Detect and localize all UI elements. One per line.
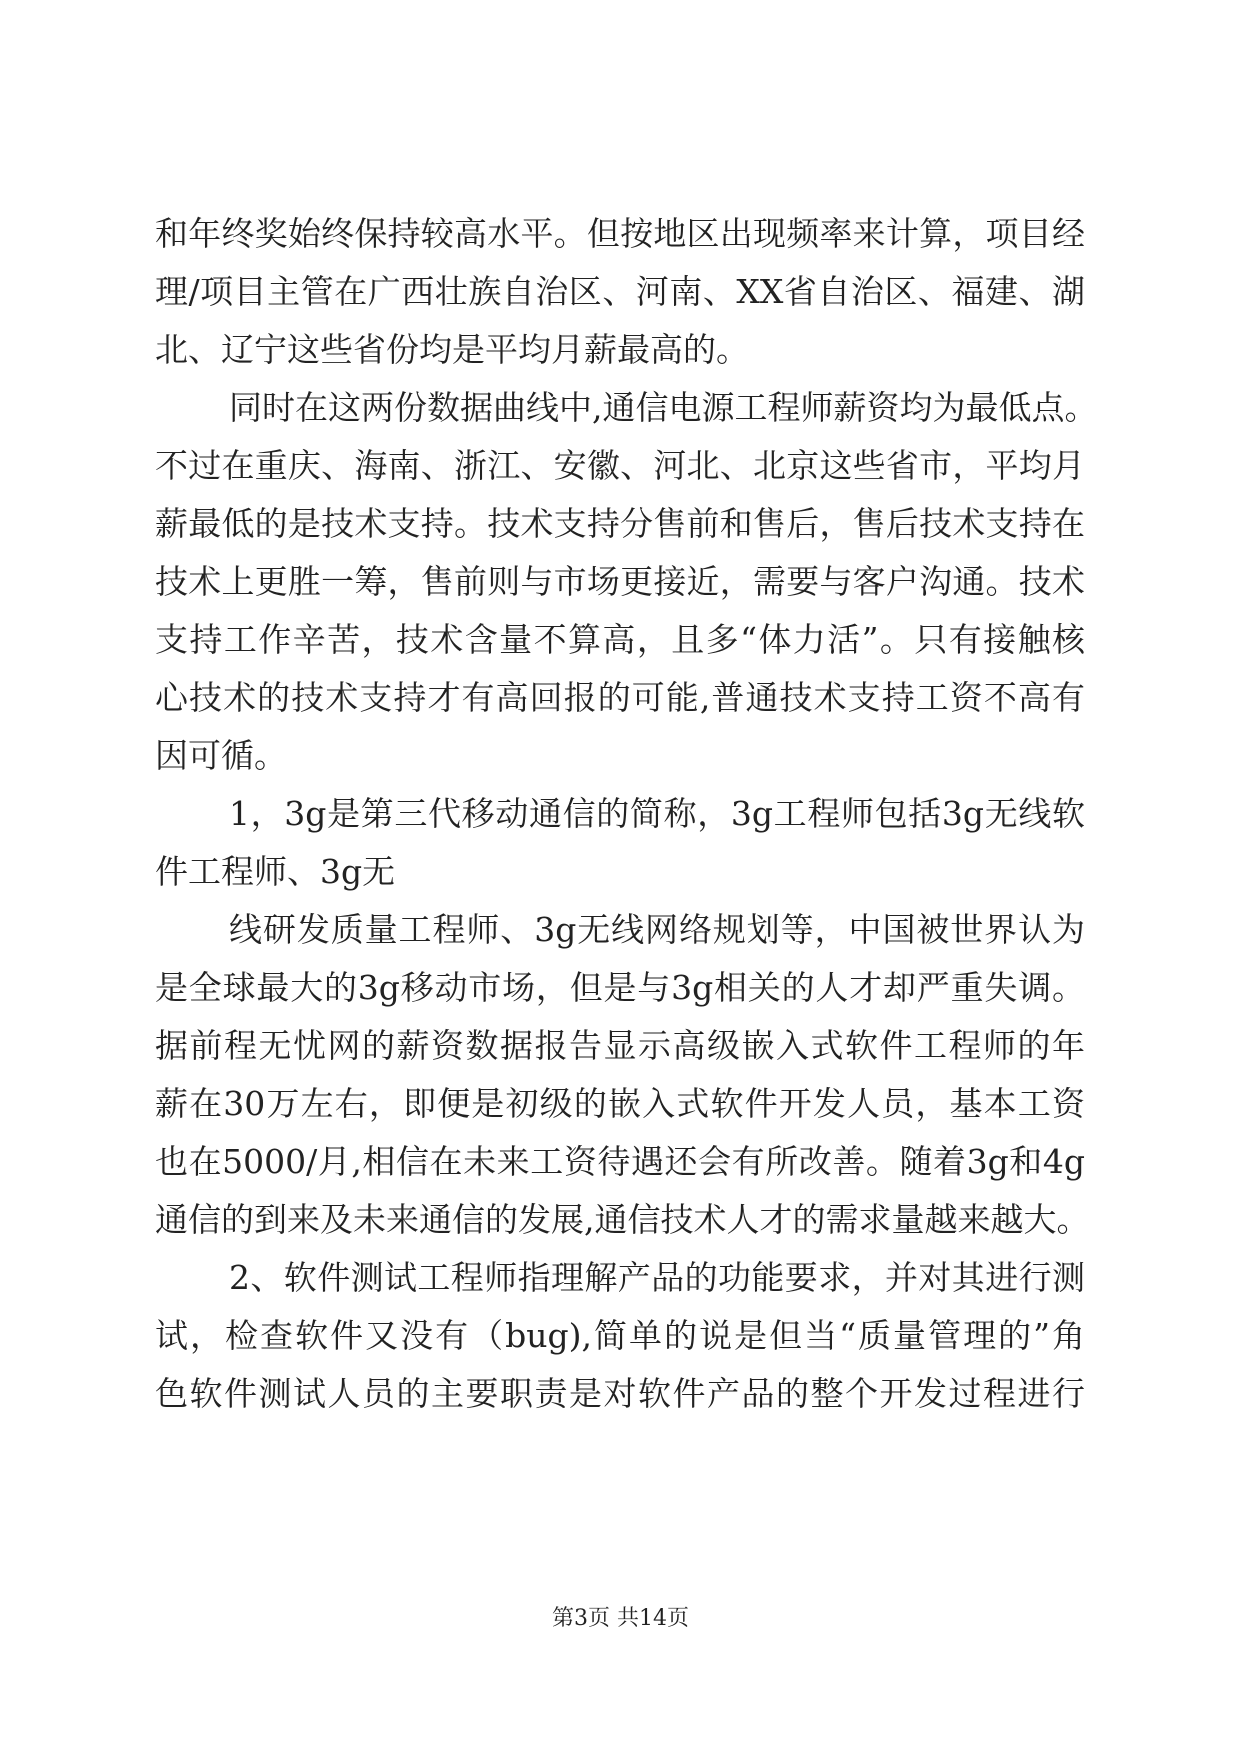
text-line-5: 不过在重庆、海南、浙江、安徽、河北、北京这些省市，平均月 xyxy=(155,446,1085,485)
text-line-6: 薪最低的是技术支持。技术支持分售前和售后，售后技术支持在 xyxy=(155,504,1085,543)
text-line-11: 1，3g是第三代移动通信的简称，3g工程师包括3g无线软 xyxy=(229,794,1085,833)
text-line-17: 也在5000/月,相信在未来工资待遇还会有所改善。随着3g和4g xyxy=(155,1142,1085,1181)
text-line-13: 线研发质量工程师、3g无线网络规划等，中国被世界认为 xyxy=(229,910,1085,949)
text-line-10: 因可循。 xyxy=(155,736,287,775)
text-line-21: 色软件测试人员的主要职责是对软件产品的整个开发过程进行 xyxy=(155,1374,1085,1413)
text-line-2: 理/项目主管在广西壮族自治区、河南、XX省自治区、福建、湖 xyxy=(155,272,1085,311)
text-line-3: 北、辽宁这些省份均是平均月薪最高的。 xyxy=(155,330,749,369)
text-line-14: 是全球最大的3g移动市场，但是与3g相关的人才却严重失调。 xyxy=(155,968,1085,1007)
text-line-1: 和年终奖始终保持较高水平。但按地区出现频率来计算，项目经 xyxy=(155,214,1085,253)
text-line-16: 薪在30万左右，即便是初级的嵌入式软件开发人员，基本工资 xyxy=(155,1084,1085,1123)
text-line-19: 2、软件测试工程师指理解产品的功能要求，并对其进行测 xyxy=(229,1258,1085,1297)
text-line-9: 心技术的技术支持才有高回报的可能,普通技术支持工资不高有 xyxy=(155,678,1085,717)
text-line-15: 据前程无忧网的薪资数据报告显示高级嵌入式软件工程师的年 xyxy=(155,1026,1085,1065)
text-line-7: 技术上更胜一筹，售前则与市场更接近，需要与客户沟通。技术 xyxy=(155,562,1085,601)
text-line-8: 支持工作辛苦，技术含量不算高，且多“体力活”。只有接触核 xyxy=(155,620,1085,659)
text-line-20: 试，检查软件又没有（bug),简单的说是但当“质量管理的”角 xyxy=(155,1316,1085,1355)
text-line-4: 同时在这两份数据曲线中,通信电源工程师薪资均为最低点。 xyxy=(229,388,1098,427)
text-line-12: 件工程师、3g无 xyxy=(155,852,396,891)
page-number-footer: 第3页 共14页 xyxy=(552,1606,689,1631)
text-line-18: 通信的到来及未来通信的发展,通信技术人才的需求量越来越大。 xyxy=(155,1200,1090,1239)
